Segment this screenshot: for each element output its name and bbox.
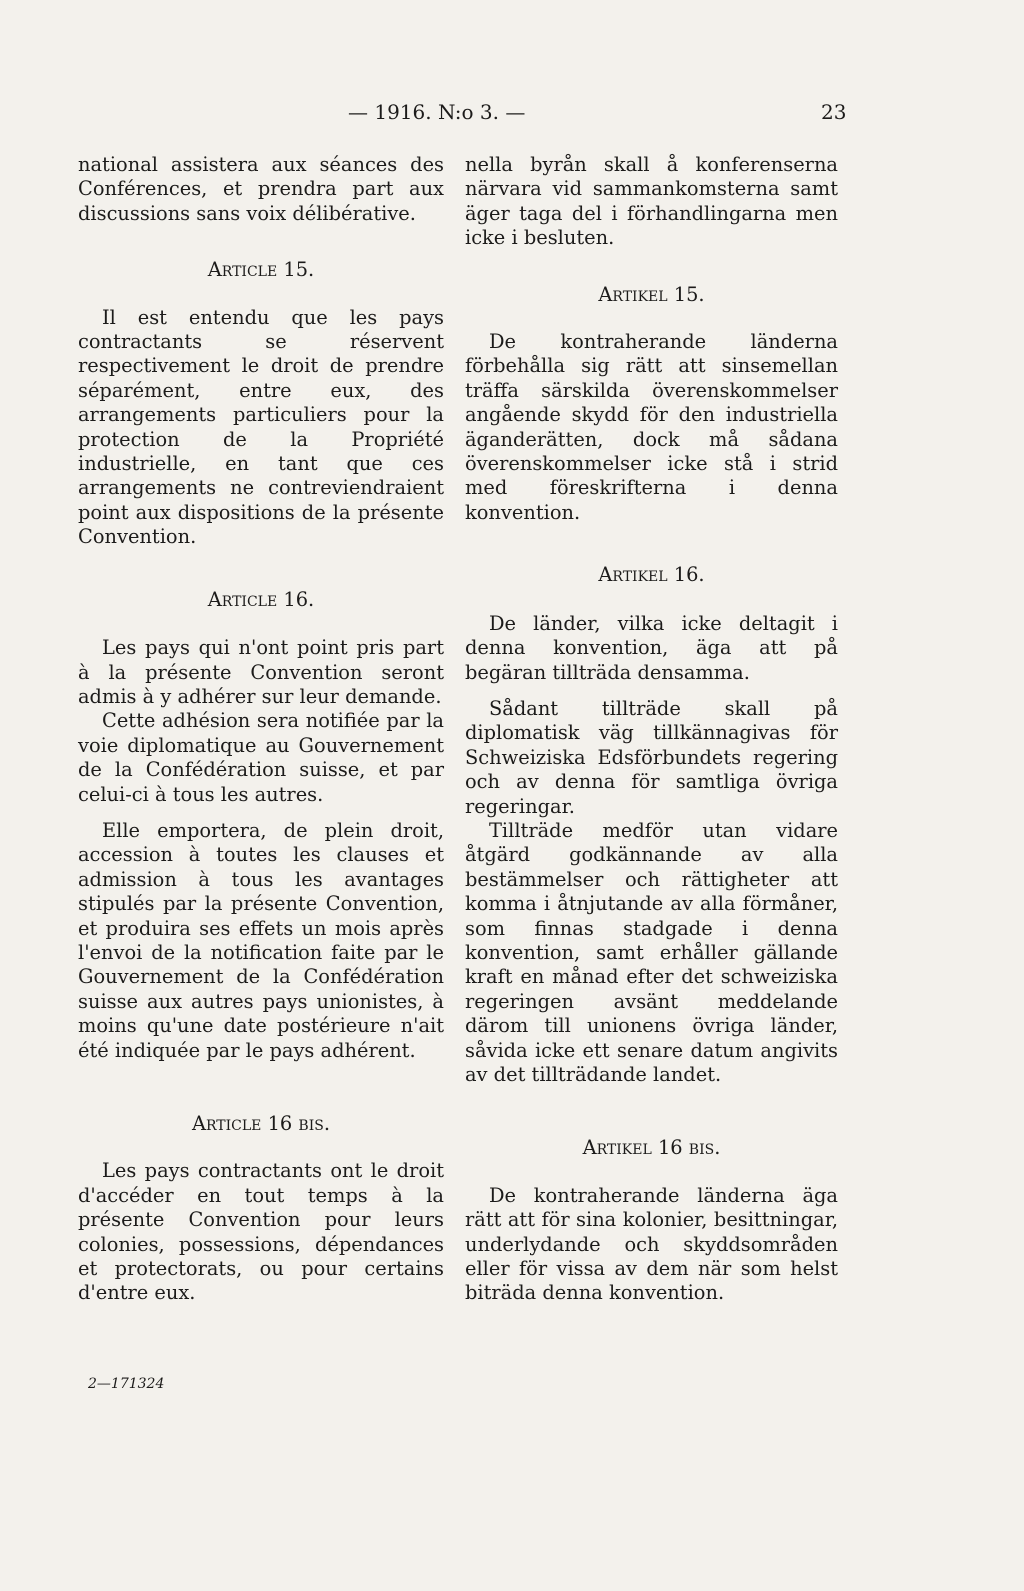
print-signature: 2—171324 [88, 1376, 165, 1392]
french-column [78, 153, 444, 1306]
article-number: 16. [283, 587, 315, 611]
article-label: Article [191, 1112, 262, 1135]
article-number: 16 [267, 1112, 293, 1135]
article-label: Artikel [582, 1136, 652, 1160]
page-number: 23 [821, 100, 847, 124]
artikel-16bis-body: De kontraherande länderna äga rätt att för sina kolonier, besittningar, underlydande och skyddsområden eller för vissa av dem när som helst biträda denna konvention. [465, 1183, 838, 1305]
artikel-16bis-heading [465, 1136, 838, 1160]
article-number: 15. [673, 282, 705, 306]
article-number: 15. [283, 258, 315, 282]
intro-paragraph: nella byrån skall å konferenserna närvara vid sammankomsterna samt äger taga del i förhandlingarna men icke i besluten. [465, 153, 838, 250]
article-15-heading [78, 258, 444, 282]
article-16bis-body: Les pays contractants ont le droit d'accéder en tout temps à la présente Convention pour leurs colonies, possessions, dépendances et protectorats, ou pour certains d'entre eux. [78, 1159, 444, 1305]
running-header [0, 100, 1024, 130]
header-title: — 1916. N:o 3. — [348, 100, 526, 124]
artikel-15-body: De kontraherande länderna förbehålla sig rätt att sinsemellan träffa särskilda överenskommelser angående skydd för den industriella äganderätten, dock må sådana överenskommelser icke stå i strid med föreskrifterna i denna konvention. [465, 330, 838, 524]
article-16-heading [78, 588, 444, 612]
article-number: 16 [657, 1136, 683, 1160]
artikel-16-heading [465, 563, 838, 587]
artikel-16-paragraph-2: Sådant tillträde skall på diplomatisk väg tillkännagivas för Schweiziska Edsförbundets regering och av denna för samtliga övriga regeringar. [465, 696, 838, 818]
swedish-column [465, 153, 838, 1306]
article-16-paragraph-3: Elle emportera, de plein droit, accession à toutes les clauses et admission à tous les avantages stipulés par la présente Convention, et produira ses effets un mois après l'envoi de la notification faite par le Gouvernement de la Confédération suisse aux autres pays unionistes, à moins qu'une date postérieure n'ait été indiquée par le pays adhérent. [78, 818, 444, 1062]
article-16-paragraph-1: Les pays qui n'ont point pris part à la présente Convention seront admis à y adhérer sur leur demande. [78, 636, 444, 708]
article-16-paragraph-2: Cette adhésion sera notifiée par la voie diplomatique au Gouvernement de la Confédération suisse, et par celui-ci à tous les autres. [78, 709, 444, 806]
article-label: Article [207, 587, 278, 611]
article-16bis-heading [78, 1112, 444, 1136]
article-label: Article [207, 258, 278, 282]
article-15-body: Il est entendu que les pays contractants se réservent respectivement le droit de prendre séparément, entre eux, des arrangements particuliers pour la protection de la Propriété industrielle, en tant que ces arrangements ne contreviendraient point aux dispositions de la présente Convention. [78, 305, 444, 549]
artikel-15-heading [465, 283, 838, 307]
article-label: Artikel [598, 282, 668, 306]
article-number: 16. [673, 563, 705, 587]
article-suffix: bis. [298, 1112, 330, 1135]
article-suffix: bis. [688, 1136, 721, 1160]
artikel-16-paragraph-1: De länder, vilka icke deltagit i denna konvention, äga att på begäran tillträda densamma. [465, 611, 838, 684]
intro-paragraph: national assistera aux séances des Conférences, et prendra part aux discussions sans voix délibérative. [78, 153, 444, 225]
artikel-16-paragraph-3: Tillträde medför utan vidare åtgärd godkännande av alla bestämmelser och rättigheter att komma i åtnjutande av alla förmåner, som finnas stadgade i denna konvention, samt erhåller gällande kraft en månad efter det schweiziska regeringen avsänt meddelande därom till unionens övriga länder, såvida icke ett senare datum angivits av det tillträdande landet. [465, 818, 838, 1086]
article-label: Artikel [598, 563, 668, 587]
